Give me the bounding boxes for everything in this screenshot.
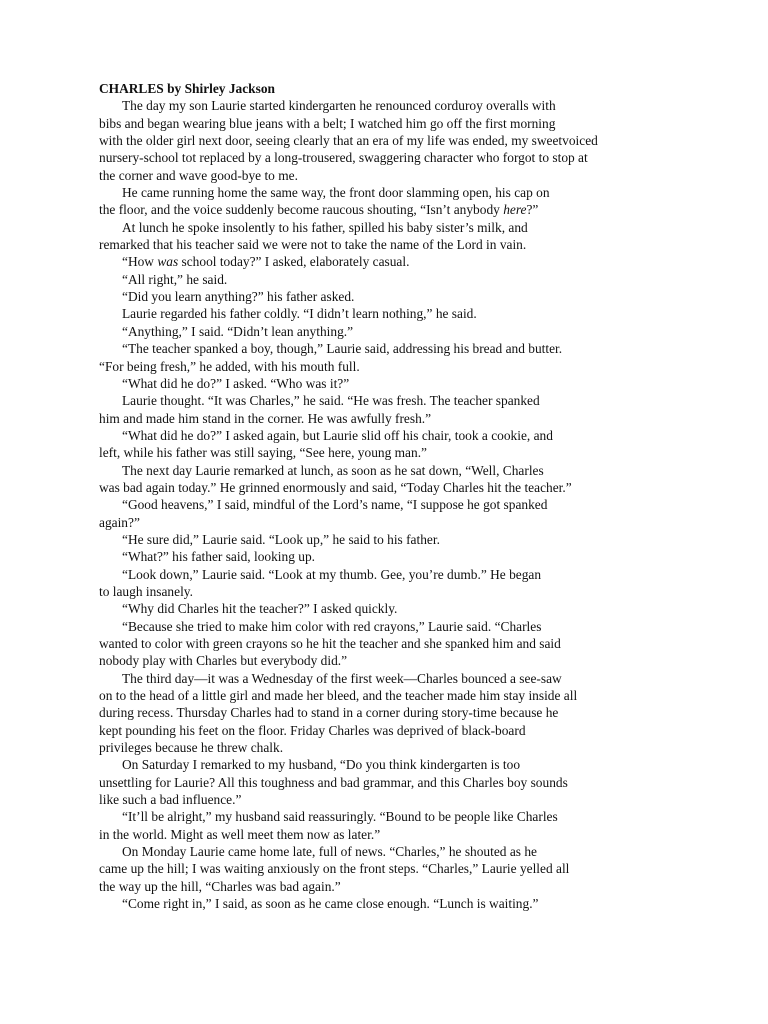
text-line: during recess. Thursday Charles had to stand in a corner during story-time because he <box>99 705 559 721</box>
text-line: On Saturday I remarked to my husband, “Do you think kindergarten is too <box>122 757 521 773</box>
text-line: nursery-school tot replaced by a long-trousered, swaggering character who forgot to stop at <box>99 150 588 166</box>
text-run: school today?” I asked, elaborately casual. <box>178 254 410 270</box>
text-line <box>99 201 659 218</box>
text-line: to laugh insanely. <box>99 583 193 599</box>
text-line: On Monday Laurie came home late, full of news. “Charles,” he shouted as he <box>122 844 537 860</box>
text-line: him and made him stand in the corner. He was awfully fresh.” <box>99 410 432 426</box>
text-line: “Because she tried to make him color with red crayons,” Laurie said. “Charles <box>122 618 542 634</box>
text-line: bibs and began wearing blue jeans with a belt; I watched him go off the first morning <box>99 115 556 131</box>
text-line: Laurie thought. “It was Charles,” he said. “He was fresh. The teacher spanked <box>122 393 540 409</box>
text-line: “For being fresh,” he added, with his mouth full. <box>99 358 360 374</box>
text-line: again?” <box>99 514 140 530</box>
text-line: The day my son Laurie started kindergarten he renounced corduroy overalls with <box>122 98 556 114</box>
text-line: privileges because he threw chalk. <box>99 740 284 756</box>
text-line: unsettling for Laurie? All this toughness and bad grammar, and this Charles boy sounds <box>99 774 568 790</box>
text-line: “All right,” he said. <box>122 271 228 287</box>
text-line: “Good heavens,” I said, mindful of the Lord’s name, “I suppose he got spanked <box>122 497 548 513</box>
text-line: the way up the hill, “Charles was bad again.” <box>99 878 341 894</box>
text-line: came up the hill; I was waiting anxiously on the front steps. “Charles,” Laurie yelled all <box>99 861 570 877</box>
text-line: “Why did Charles hit the teacher?” I asked quickly. <box>122 601 398 617</box>
text-line: The third day—it was a Wednesday of the first week—Charles bounced a see-saw <box>122 670 562 686</box>
text-line: Laurie regarded his father coldly. “I didn’t learn nothing,” he said. <box>122 306 477 322</box>
text-line: “Look down,” Laurie said. “Look at my thumb. Gee, you’re dumb.” He began <box>122 566 542 582</box>
text-run: “How <box>122 254 158 270</box>
text-line: The next day Laurie remarked at lunch, as soon as he sat down, “Well, Charles <box>122 462 544 478</box>
document-title: CHARLES by Shirley Jackson <box>99 81 275 96</box>
text-line: was bad again today.” He grinned enormously and said, “Today Charles hit the teacher.” <box>99 479 572 495</box>
text-line: “Come right in,” I said, as soon as he came close enough. “Lunch is waiting.” <box>122 896 539 912</box>
text-run: ?” <box>526 202 539 218</box>
text-line: with the older girl next door, seeing clearly that an era of my life was ended, my sweetvoiced <box>99 133 598 149</box>
text-line: At lunch he spoke insolently to his father, spilled his baby sister’s milk, and <box>122 219 528 235</box>
text-line: remarked that his teacher said we were not to take the name of the Lord in vain. <box>99 237 527 253</box>
emphasized-word: here <box>503 202 527 218</box>
text-line: in the world. Might as well meet them now as later.” <box>99 826 381 842</box>
text-line <box>99 253 659 270</box>
text-line: “He sure did,” Laurie said. “Look up,” he said to his father. <box>122 531 440 547</box>
text-line: “It’ll be alright,” my husband said reassuringly. “Bound to be people like Charles <box>122 809 558 825</box>
text-line: He came running home the same way, the front door slamming open, his cap on <box>122 185 550 201</box>
text-line: left, while his father was still saying, “See here, young man.” <box>99 445 427 461</box>
text-line: “What did he do?” I asked. “Who was it?” <box>122 375 350 391</box>
emphasized-word: was <box>157 254 179 270</box>
text-line: “What did he do?” I asked again, but Laurie slid off his chair, took a cookie, and <box>122 427 553 443</box>
text-line: the corner and wave good-bye to me. <box>99 167 298 183</box>
text-line: “Anything,” I said. “Didn’t lean anything.” <box>122 323 354 339</box>
text-line: like such a bad influence.” <box>99 792 242 808</box>
text-line: “The teacher spanked a boy, though,” Laurie said, addressing his bread and butter. <box>122 341 563 357</box>
text-line: “Did you learn anything?” his father asked. <box>122 289 355 305</box>
text-line: kept pounding his feet on the floor. Friday Charles was deprived of black-board <box>99 722 526 738</box>
text-line: “What?” his father said, looking up. <box>122 549 315 565</box>
text-run: the floor, and the voice suddenly become raucous shouting, “Isn’t anybody <box>99 202 504 218</box>
story-text <box>99 80 659 913</box>
text-line: nobody play with Charles but everybody did.” <box>99 653 348 669</box>
text-line: on to the head of a little girl and made her bleed, and the teacher made him stay inside all <box>99 688 578 704</box>
text-line: wanted to color with green crayons so he hit the teacher and she spanked him and said <box>99 636 561 651</box>
